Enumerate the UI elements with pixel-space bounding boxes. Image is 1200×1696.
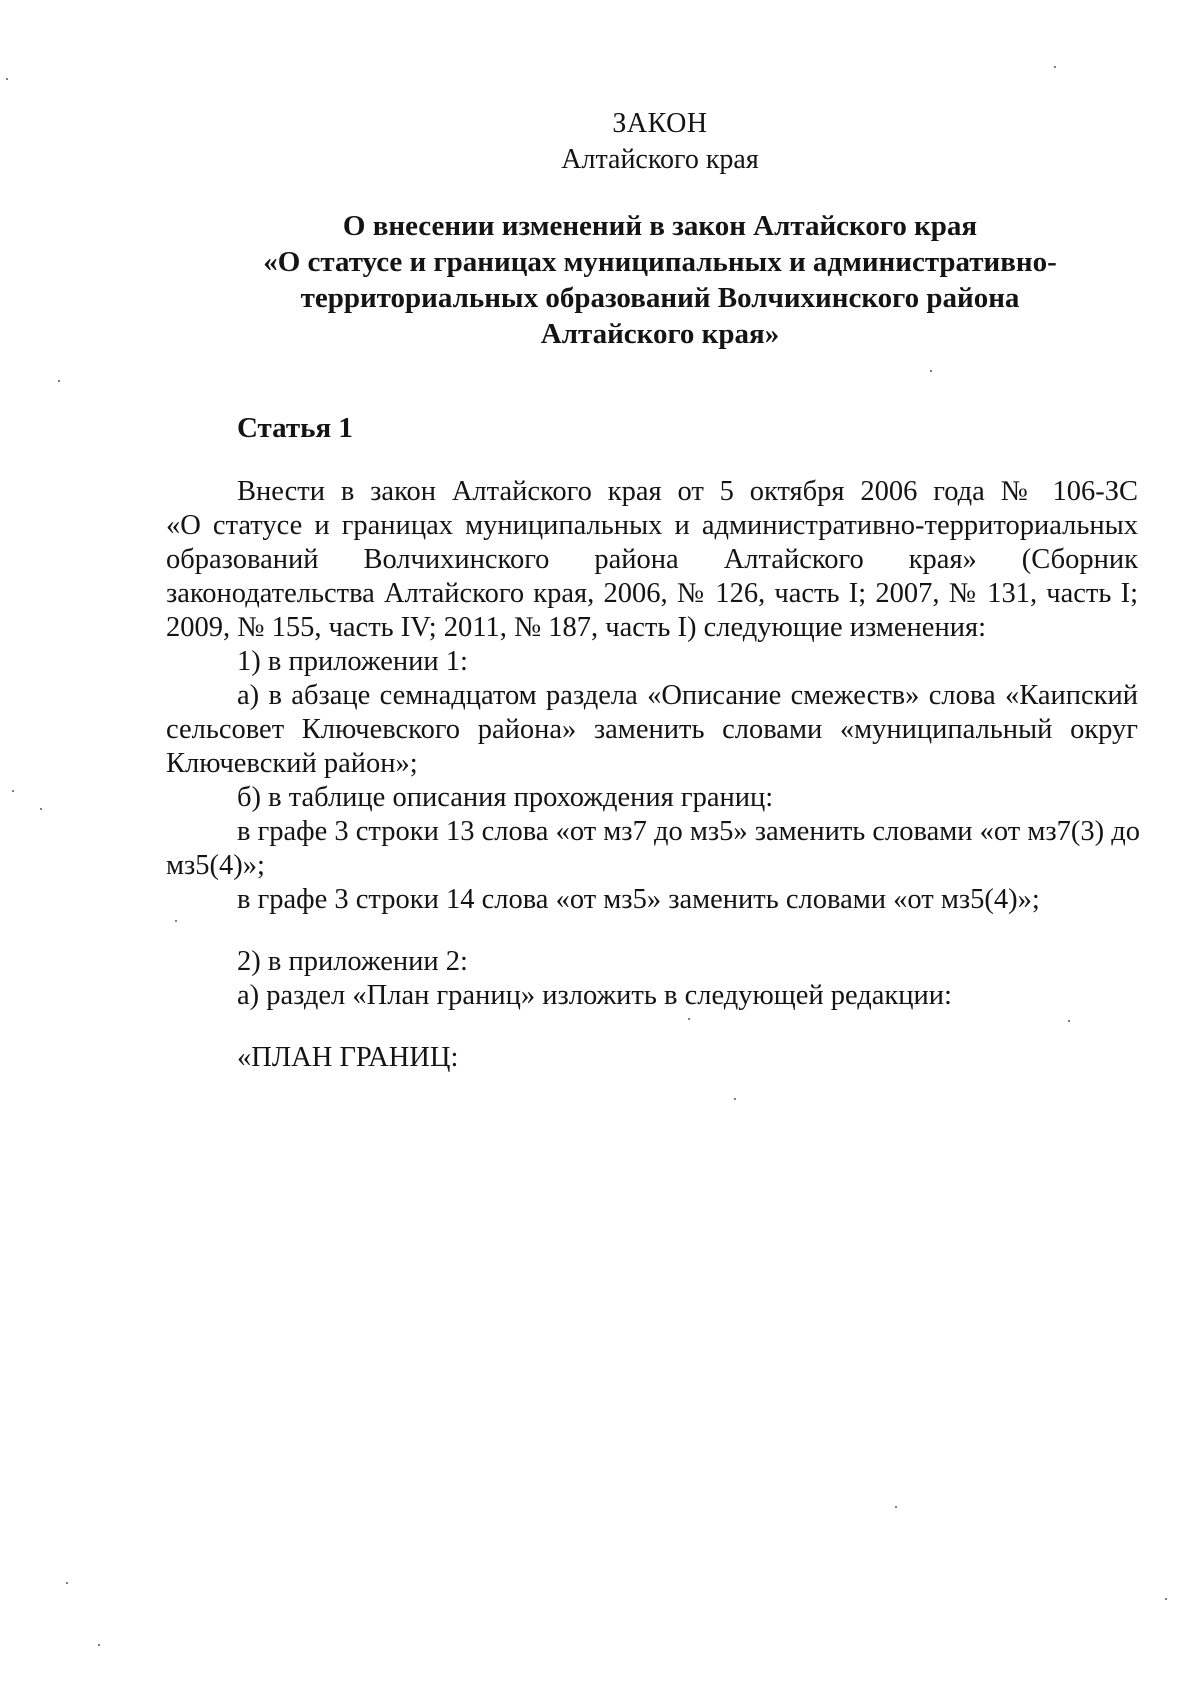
law-title-line-3: территориальных образований Волчихинского района: [300, 282, 1020, 314]
scan-speck: [58, 380, 60, 382]
scan-speck: [1068, 1020, 1070, 1022]
list-item: в графе 3 строки 14 слова «от мз5» заменить словами «от мз5(4)»;: [237, 884, 1040, 915]
scan-speck: [66, 1582, 68, 1584]
law-title-line-1: О внесении изменений в закон Алтайского края: [342, 210, 978, 242]
law-title-line-4: Алтайского края»: [540, 318, 780, 350]
scan-speck: [1054, 66, 1056, 68]
paragraph-line: Ключевский район»;: [166, 748, 418, 779]
paragraph-line: сельсовет Ключевского района» заменить словами «муниципальный округ: [166, 714, 1138, 745]
scan-speck: [175, 920, 177, 922]
scan-speck: [895, 1506, 897, 1508]
paragraph-line: мз5(4)»;: [166, 850, 265, 881]
list-item: 1) в приложении 1:: [237, 646, 468, 677]
scan-speck: [12, 790, 14, 792]
list-item: в графе 3 строки 13 слова «от мз7 до мз5» заменить словами «от мз7(3) до: [237, 816, 1141, 847]
list-item: 2) в приложении 2:: [237, 946, 468, 977]
article-heading: Статья 1: [237, 412, 353, 444]
scan-speck: [688, 1018, 690, 1020]
paragraph-line: «О статусе и границах муниципальных и административно-территориальных: [166, 510, 1138, 541]
document-type: ЗАКОН: [612, 108, 708, 139]
scan-speck: [98, 1644, 100, 1646]
scan-speck: [930, 370, 932, 372]
paragraph-line: законодательства Алтайского края, 2006, № 126, часть I; 2007, № 131, часть I;: [166, 578, 1138, 609]
document-region: Алтайского края: [561, 144, 759, 175]
scan-speck: [1165, 1598, 1167, 1600]
paragraph-line: образований Волчихинского района Алтайского края» (Сборник: [166, 544, 1138, 575]
paragraph-line: Внести в закон Алтайского края от 5 октября 2006 года № 106-ЗС: [237, 476, 1138, 507]
paragraph-line: 2009, № 155, часть IV; 2011, № 187, часть I) следующие изменения:: [166, 612, 986, 643]
list-item: а) раздел «План границ» изложить в следующей редакции:: [237, 980, 952, 1011]
scan-speck: [6, 78, 8, 80]
scan-speck: [734, 1098, 736, 1100]
scan-speck: [40, 808, 42, 810]
list-item: а) в абзаце семнадцатом раздела «Описание смежеств» слова «Каипский: [237, 680, 1138, 711]
plan-heading: «ПЛАН ГРАНИЦ:: [237, 1042, 459, 1073]
list-item: б) в таблице описания прохождения границ:: [237, 782, 774, 813]
law-title-line-2: «О статусе и границах муниципальных и административно-: [263, 246, 1057, 278]
